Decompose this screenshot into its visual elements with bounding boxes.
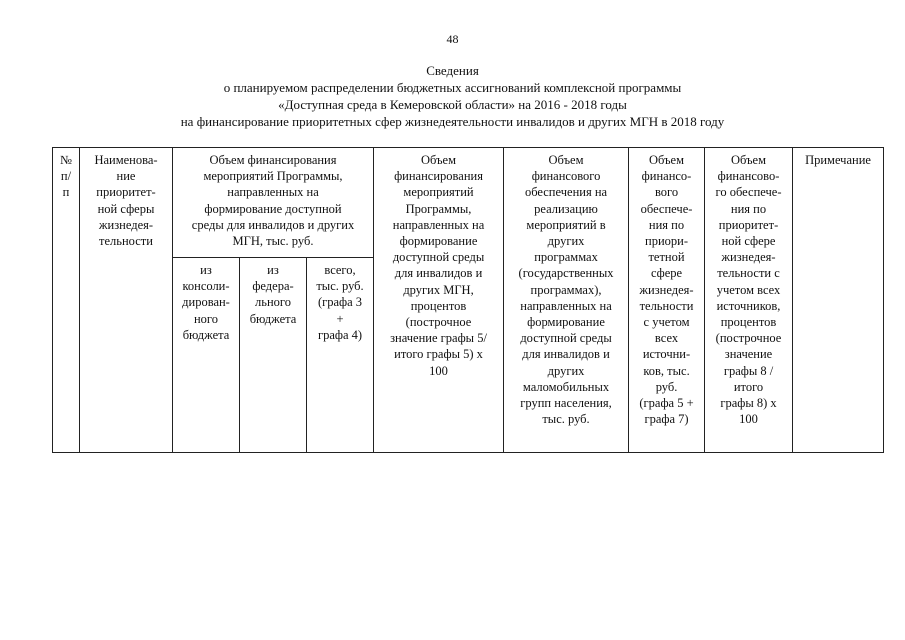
header-text-line: тетной <box>648 250 685 265</box>
header-text-line: (графа 5 + <box>639 396 694 411</box>
title-line-3: «Доступная среда в Кемеровской области» на 2016 - 2018 годы <box>278 97 627 112</box>
header-text-line: (построчное <box>715 331 782 346</box>
header-text-line: жизнедея- <box>639 282 694 297</box>
header-text-line: источников, <box>716 298 781 313</box>
header-text-line: графа 7) <box>644 412 689 427</box>
header-text-line: учетом всех <box>716 282 781 297</box>
header-text-line: значение графы 5/ <box>390 331 487 346</box>
header-text-line: всего, <box>324 263 356 277</box>
header-text-line: п <box>62 185 70 200</box>
header-text-line: мероприятий Программы, <box>203 169 343 184</box>
header-text-line: обеспечения на <box>524 185 608 200</box>
header-text-line: вого <box>654 185 679 200</box>
title-line-4: на финансирование приоритетных сфер жизнедеятельности инвалидов и других МГН в 2018 году <box>180 114 725 129</box>
header-text-line: го обеспече- <box>715 185 782 200</box>
header-sphere-name <box>80 148 173 453</box>
header-other-programs <box>504 148 629 453</box>
header-text-line: ного <box>193 311 218 326</box>
header-text-line: мероприятий в <box>526 217 606 232</box>
header-text-line: из <box>267 263 279 277</box>
header-text-line: для инвалидов и <box>394 266 483 281</box>
header-text-line: графа 4) <box>317 327 363 342</box>
header-text-line: значение <box>724 347 773 362</box>
title-line-2: о планируемом распределении бюджетных ассигнований комплексной программы <box>223 80 682 95</box>
header-text-line: тыс. руб. <box>542 412 590 427</box>
header-text-line: руб. <box>655 379 678 394</box>
header-text-line: жизнедея- <box>98 217 154 232</box>
header-text-line: источни- <box>642 347 691 362</box>
header-row-number <box>53 148 80 453</box>
header-text-line: маломобильных <box>522 379 610 394</box>
header-text-line: (графа 3 <box>317 295 363 310</box>
header-text-line: сфере <box>650 266 683 281</box>
header-text-line: п/ <box>60 169 72 184</box>
header-text-line: льного <box>255 295 291 310</box>
header-text-line: бюджета <box>182 327 230 342</box>
header-text-line: финансово- <box>717 169 780 184</box>
header-text-line: реализацию <box>534 201 598 216</box>
header-text-line: ной сфере <box>721 234 776 249</box>
header-text-line: (государственных <box>518 266 614 281</box>
header-program-funding <box>173 148 374 258</box>
header-text-line: приоритет- <box>718 217 779 232</box>
header-text-line: ние <box>116 169 136 184</box>
header-text-line: приори- <box>645 234 688 249</box>
header-text-line: Наименова- <box>94 153 158 167</box>
header-text-line: федера- <box>252 279 294 294</box>
budget-distribution-table <box>52 147 884 453</box>
header-text-line: консоли- <box>182 279 230 294</box>
header-text-line: итого <box>733 379 764 394</box>
header-text-line: формирование <box>527 315 605 330</box>
title-line-1: Сведения <box>426 63 479 78</box>
header-text-line: Объем <box>421 153 457 167</box>
header-text-line: мероприятий <box>403 185 474 200</box>
header-consolidated-budget <box>173 258 240 453</box>
header-text-line: других <box>547 234 585 249</box>
header-text-line: доступной среды <box>520 331 612 346</box>
header-text-line: итого графы 5) х <box>394 347 483 362</box>
header-text-line: Объем финансирования <box>209 153 337 167</box>
header-text-line: МГН, тыс. руб. <box>232 234 314 249</box>
header-text-line: обеспече- <box>640 201 693 216</box>
header-text-line: с учетом <box>643 315 690 330</box>
header-text-line: финансирования <box>394 169 483 184</box>
header-text-line: Программы, <box>405 201 472 216</box>
header-text-line: среды для инвалидов и других <box>191 217 355 232</box>
header-text-line: (построчное <box>405 315 472 330</box>
header-text-line: формирование <box>399 234 478 249</box>
header-text-line: приоритет- <box>96 185 156 200</box>
header-text-line: бюджета <box>249 311 297 326</box>
header-text-line: формирование доступной <box>204 201 342 216</box>
header-text-line: дирован- <box>182 295 230 310</box>
header-text-line: программах), <box>530 282 602 297</box>
header-text-line: Объем <box>649 153 685 167</box>
header-text-line: ния по <box>648 217 685 232</box>
header-text-line: финансо- <box>641 169 692 184</box>
header-total-thousand-rub <box>307 258 374 453</box>
header-text-line: для инвалидов и <box>522 347 610 362</box>
page-number: 48 <box>446 32 459 46</box>
header-total-sources <box>629 148 705 453</box>
header-text-line: направленных на <box>392 217 485 232</box>
header-text-line: ния по <box>730 201 767 216</box>
header-text-line: 100 <box>739 412 758 427</box>
header-text-line: тельности с <box>717 266 780 281</box>
header-text-line: ков, тыс. <box>643 363 690 378</box>
header-text-line: тельности <box>639 298 694 313</box>
header-text-line: графы 8 / <box>723 363 774 378</box>
header-text-line: других <box>547 363 585 378</box>
header-text-line: ной сферы <box>97 201 155 216</box>
header-federal-budget <box>240 258 307 453</box>
header-text-line: направленных на <box>227 185 319 200</box>
header-text-line: 100 <box>429 363 448 378</box>
document-title <box>0 62 905 130</box>
header-text-line: групп населения, <box>520 396 612 411</box>
header-funding-percent <box>374 148 504 453</box>
header-text-line: направленных на <box>520 298 612 313</box>
header-text-line: + <box>336 311 344 326</box>
header-text-line: всех <box>654 331 679 346</box>
header-text-line: Примечание <box>805 153 871 167</box>
header-text-line: Объем <box>731 153 767 167</box>
header-text-line: программах <box>534 250 598 265</box>
header-text-line: жизнедея- <box>721 250 776 265</box>
header-text-line: процентов <box>410 298 467 313</box>
header-text-line: финансового <box>531 169 601 184</box>
header-text-line: доступной среды <box>392 250 485 265</box>
header-text-line: других МГН, <box>403 282 474 297</box>
header-text-line: Объем <box>548 153 584 167</box>
header-text-line: тельности <box>99 234 153 249</box>
header-note <box>793 148 884 453</box>
header-text-line: из <box>200 263 212 277</box>
header-text-line: № <box>60 153 72 167</box>
header-text-line: процентов <box>720 315 777 330</box>
header-text-line: тыс. руб. <box>316 279 364 294</box>
header-text-line: графы 8) х <box>720 396 777 411</box>
header-total-percent <box>705 148 793 453</box>
